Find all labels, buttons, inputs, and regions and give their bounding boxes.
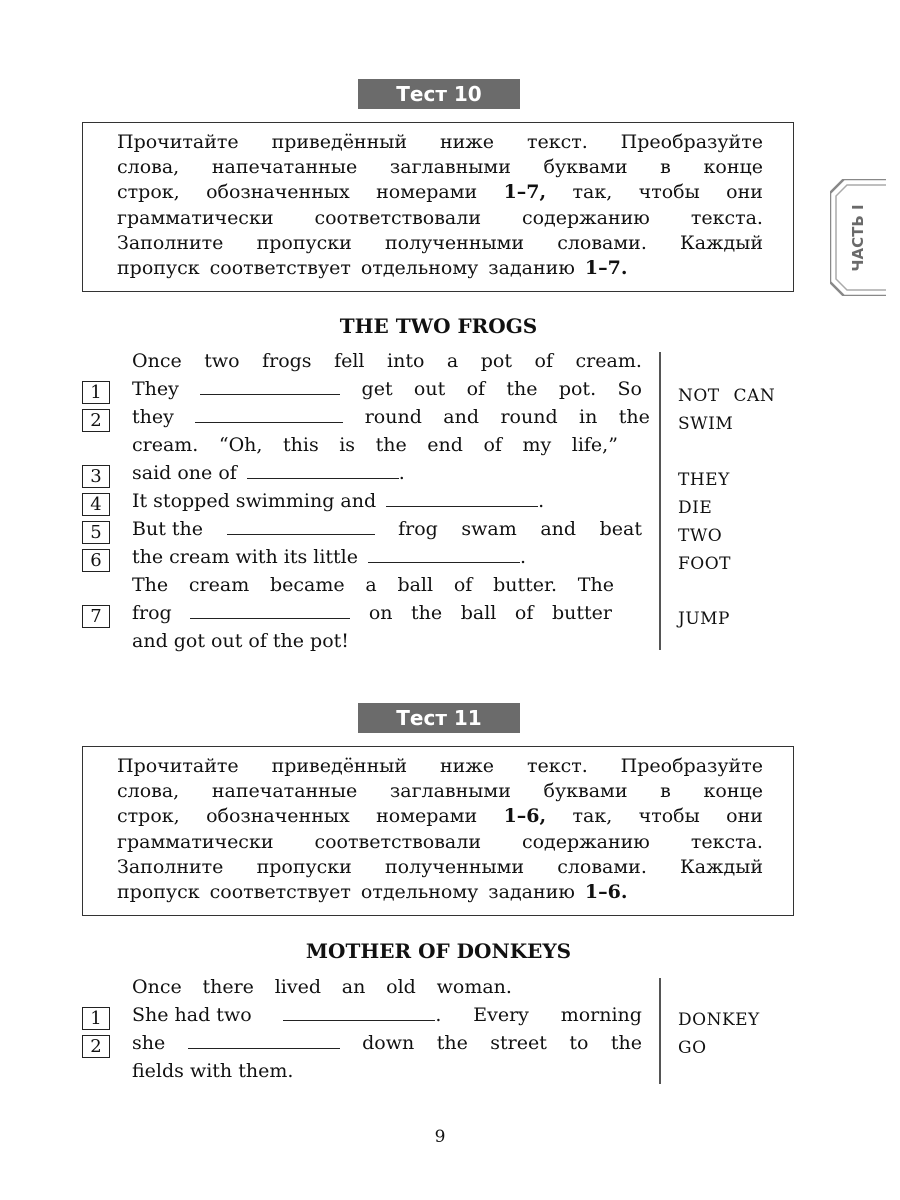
answer-word: DONKEY [678, 1010, 760, 1030]
answer-word: NOT CAN [678, 386, 776, 406]
answer-blank-2[interactable] [195, 408, 343, 423]
column-divider [659, 978, 661, 1084]
test-10-header: Тест 10 [358, 79, 520, 109]
part-tab-label: ЧАСТЬ I [849, 204, 867, 272]
instr-line: строк, обозначенных номерами 1–6, так, чтобы они [117, 805, 763, 828]
test-11-header: Тест 11 [358, 703, 520, 733]
instr-line: слова, напечатанные заглавными буквами в конце [117, 780, 763, 803]
answer-blank-3[interactable] [247, 464, 399, 479]
page-number: 9 [434, 1127, 446, 1147]
task-number: 1 [82, 381, 110, 404]
text-line: But the frog swam and beat [132, 518, 642, 540]
text-line: they round and round in the [132, 406, 650, 428]
answer-blank-2[interactable] [188, 1034, 340, 1049]
text-line: Once there lived an old woman. [132, 976, 512, 998]
column-divider [659, 352, 661, 650]
task-number: 2 [82, 1035, 110, 1058]
test-11-instructions [82, 746, 794, 916]
answer-blank-6[interactable] [368, 548, 520, 563]
answer-word: TWO [678, 526, 723, 546]
instr-line: слова, напечатанные заглавными буквами в конце [117, 156, 763, 179]
answer-blank-1[interactable] [283, 1006, 435, 1021]
text-line: cream. “Oh, this is the end of my life,” [132, 434, 618, 456]
instr-line: Прочитайте приведённый ниже текст. Преобразуйте [117, 131, 763, 153]
instr-line: Заполните пропуски полученными словами. Каждый [117, 855, 763, 878]
text-line: frog on the ball of butter [132, 602, 612, 624]
answer-word: JUMP [678, 609, 730, 629]
text-line: and got out of the pot! [132, 630, 349, 652]
answer-blank-5[interactable] [227, 520, 375, 535]
instr-line: грамматически соответствовали содержанию текста. [117, 206, 763, 229]
answer-blank-4[interactable] [386, 492, 538, 507]
instr-line: Прочитайте приведённый ниже текст. Преобразуйте [117, 755, 763, 777]
instr-line: Заполните пропуски полученными словами. Каждый [117, 231, 763, 254]
text-line: They get out of the pot. So [132, 378, 642, 400]
text-line: fields with them. [132, 1060, 294, 1082]
text-line: Once two frogs fell into a pot of cream. [132, 350, 642, 372]
text-title: MOTHER OF DONKEYS [305, 939, 572, 963]
instr-line: строк, обозначенных номерами 1–7, так, чтобы они [117, 181, 763, 204]
text-line: the cream with its little . [132, 546, 527, 568]
text-title: THE TWO FROGS [339, 314, 538, 338]
instr-line: грамматически соответствовали содержанию текста. [117, 830, 763, 853]
task-number: 3 [82, 465, 110, 488]
task-number: 1 [82, 1007, 110, 1030]
task-number: 5 [82, 521, 110, 544]
answer-blank-7[interactable] [190, 604, 350, 619]
answer-blank-1[interactable] [200, 380, 340, 395]
instr-line: пропуск соответствует отдельному заданию 1–6. [117, 881, 628, 904]
answer-word: GO [678, 1038, 707, 1058]
task-number: 7 [82, 605, 110, 628]
task-number: 4 [82, 493, 110, 516]
text-line: The cream became a ball of butter. The [132, 574, 614, 596]
answer-word: FOOT [678, 554, 732, 574]
answer-word: THEY [678, 470, 730, 490]
text-line: It stopped swimming and . [132, 490, 545, 512]
instr-line: пропуск соответствует отдельному заданию 1–7. [117, 257, 628, 280]
text-line: said one of . [132, 462, 405, 484]
answer-word: DIE [678, 498, 713, 518]
text-line: she down the street to the [132, 1032, 642, 1054]
text-line: She had two . Every morning [132, 1004, 642, 1026]
task-number: 2 [82, 409, 110, 432]
answer-word: SWIM [678, 414, 734, 434]
task-number: 6 [82, 549, 110, 572]
test-10-instructions [82, 122, 794, 292]
